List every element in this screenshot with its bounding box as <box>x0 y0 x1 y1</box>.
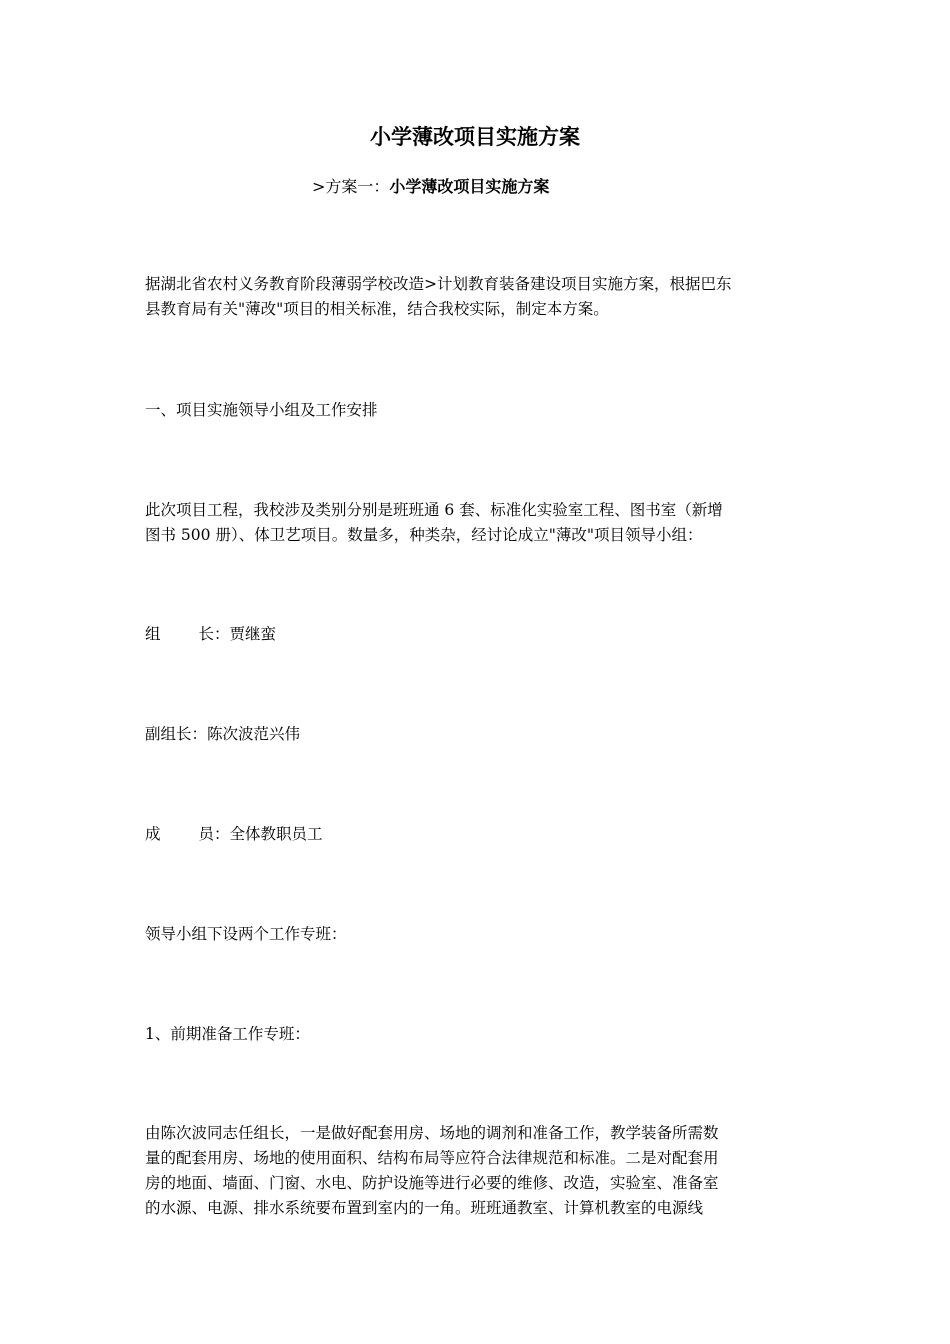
member-role-char2: 员： <box>198 825 230 843</box>
document-subtitle <box>312 174 549 200</box>
subgroup1-heading: 1、前期准备工作专班： <box>145 1025 310 1043</box>
deputy-line <box>145 722 805 747</box>
intro-line-1: 据湖北省农村义务教育阶段薄弱学校改造>计划教育装备建设项目实施方案，根据巴东 <box>145 275 732 293</box>
subtitle-prefix: >方案一： <box>312 177 390 196</box>
member-names: 全体教职员工 <box>229 825 323 843</box>
project-line-1: 此次项目工程，我校涉及类别分别是班班通 6 套、标准化实验室工程、图书室（新增 <box>145 501 723 519</box>
leader-role-char1: 组 <box>145 625 161 643</box>
detail-line-3: 房的地面、墙面、门窗、水电、防护设施等进行必要的维修、改造，实验室、准备室 <box>145 1174 719 1192</box>
intro-paragraph <box>145 272 805 322</box>
project-line-2: 图书 500 册）、体卫艺项目。数量多，种类杂，经讨论成立"薄改"项目领导小组： <box>145 526 703 544</box>
leader-line <box>145 622 805 647</box>
deputy-names: 陈次波范兴伟 <box>207 725 301 743</box>
member-line <box>145 822 805 847</box>
subtitle-main: 小学薄改项目实施方案 <box>389 177 550 196</box>
detail-line-1: 由陈次波同志任组长，一是做好配套用房、场地的调剂和准备工作，教学装备所需数 <box>145 1124 719 1142</box>
subgroups-line: 领导小组下设两个工作专班： <box>145 925 347 943</box>
section1-heading: 一、项目实施领导小组及工作安排 <box>145 401 378 419</box>
leader-name: 贾继蛮 <box>229 625 277 643</box>
leader-role-char2: 长： <box>198 625 230 643</box>
detail-paragraph <box>145 1121 805 1221</box>
detail-line-2: 量的配套用房、场地的使用面积、结构布局等应符合法律规范和标准。二是对配套用 <box>145 1149 719 1167</box>
detail-line-4: 的水源、电源、排水系统要布置到室内的一角。班班通教室、计算机教室的电源线 <box>145 1199 704 1217</box>
project-paragraph <box>145 498 805 548</box>
member-role-char1: 成 <box>145 825 161 843</box>
document-title: 小学薄改项目实施方案 <box>370 124 580 149</box>
deputy-role: 副组长： <box>145 725 208 743</box>
intro-line-2: 县教育局有关"薄改"项目的相关标准，结合我校实际，制定本方案。 <box>145 300 609 318</box>
